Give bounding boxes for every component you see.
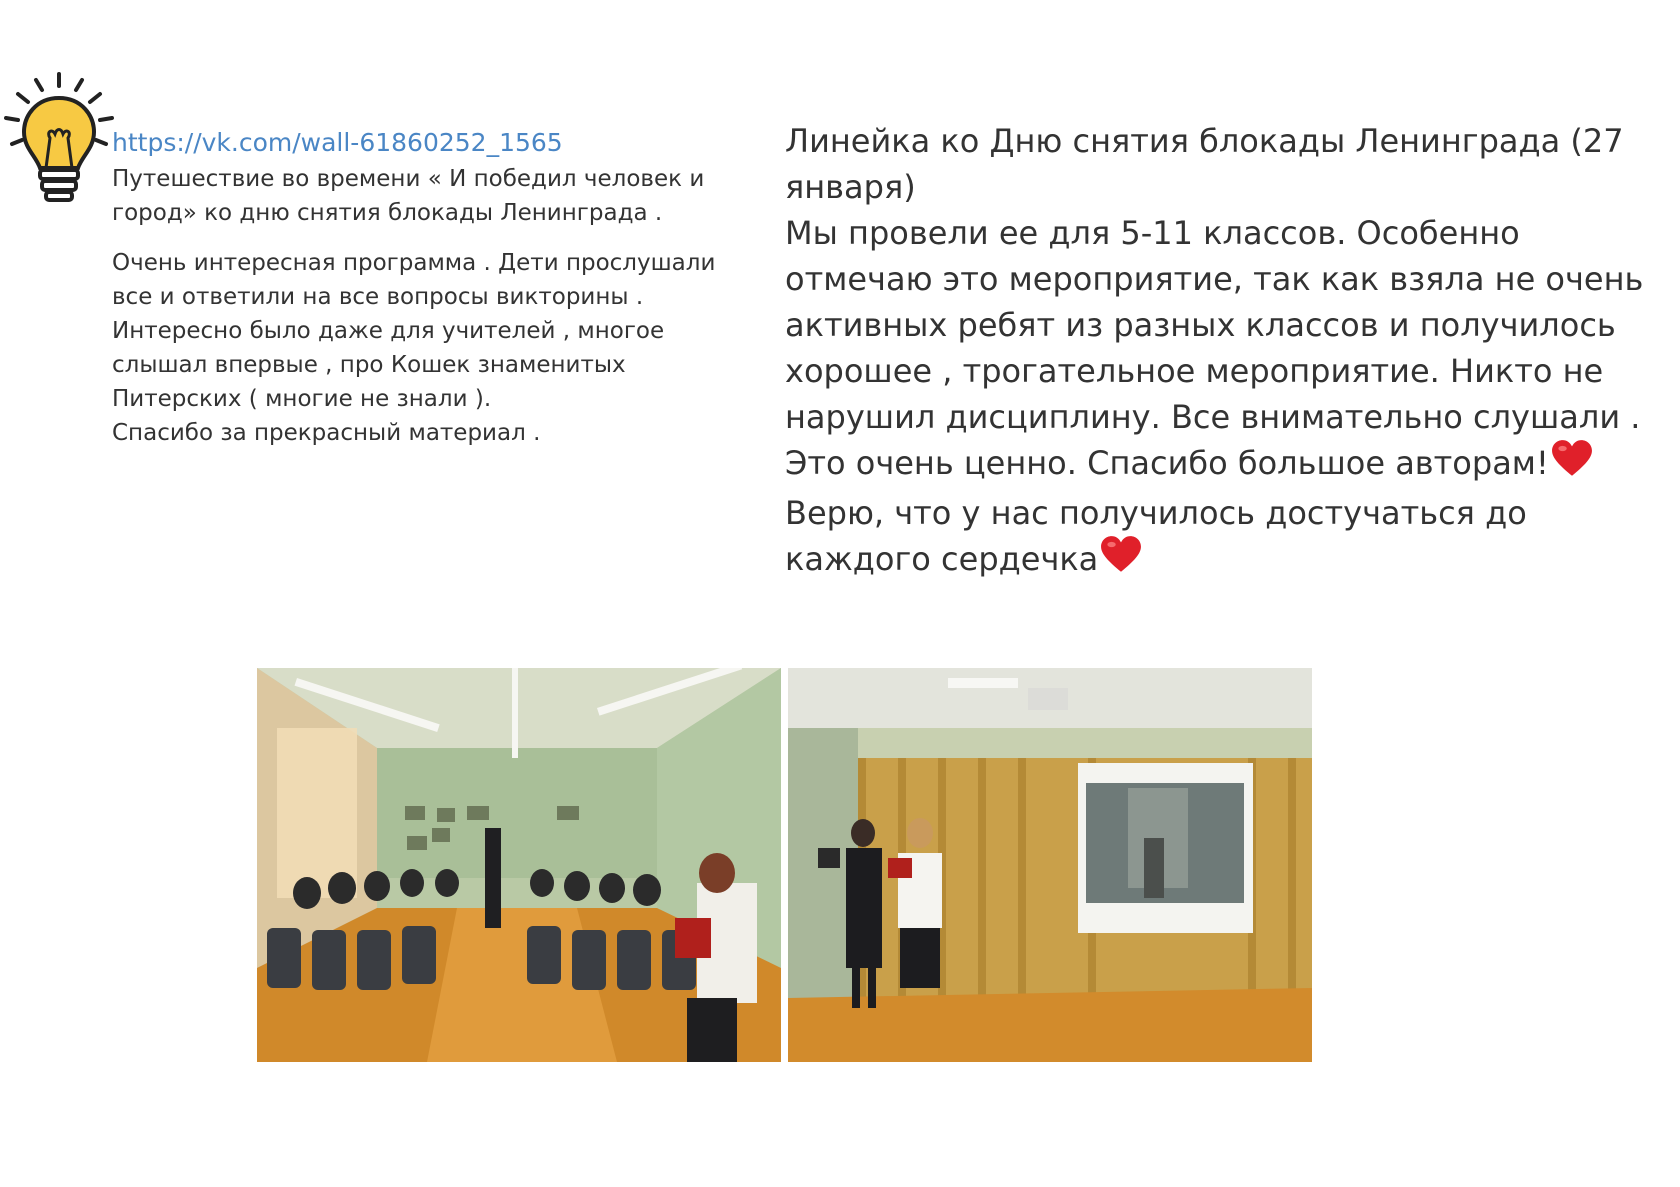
heart-icon [1551,440,1593,490]
right-post-line: активных ребят из разных классов и получилось [785,306,1616,344]
post-link[interactable]: https://vk.com/wall-61860252_1565 [112,128,563,157]
right-post-line: Верю, что у нас получилось достучаться до [785,494,1527,532]
post-title: Путешествие во времени « И победил человек и город» ко дню снятия блокады Ленинграда . [112,166,705,226]
right-post-line: каждого сердечка [785,540,1099,578]
post-body: Очень интересная программа . Дети прослушали все и ответили на все вопросы викторины . Интересно было даже для учителей , многое слышал впервые , про Кошек знаменитых Питерских ( многие не знали ). Спасибо за прекрасный материал . [112,250,716,446]
right-post-line: Линейка ко Дню снятия блокады Ленинграда (27 [785,122,1624,160]
lightbulb-icon [0,72,118,212]
right-post-line: января) [785,168,916,206]
right-post-line: нарушил дисциплину. Все внимательно слушали . [785,398,1641,436]
right-post-line: Это очень ценно. Спасибо большое авторам! [785,444,1549,482]
right-post-line-with-heart [785,536,1665,586]
left-post [112,126,782,450]
assembly-photo [788,668,1312,1062]
classroom-photo [257,668,781,1062]
right-post-line: отмечаю это мероприятие, так как взяла не очень [785,260,1644,298]
right-post-line: Мы провели ее для 5-11 классов. Особенно [785,214,1520,252]
right-post [785,118,1665,586]
heart-icon [1100,536,1142,586]
right-post-line-with-heart [785,440,1665,490]
right-post-line: хорошее , трогательное мероприятие. Никто не [785,352,1604,390]
